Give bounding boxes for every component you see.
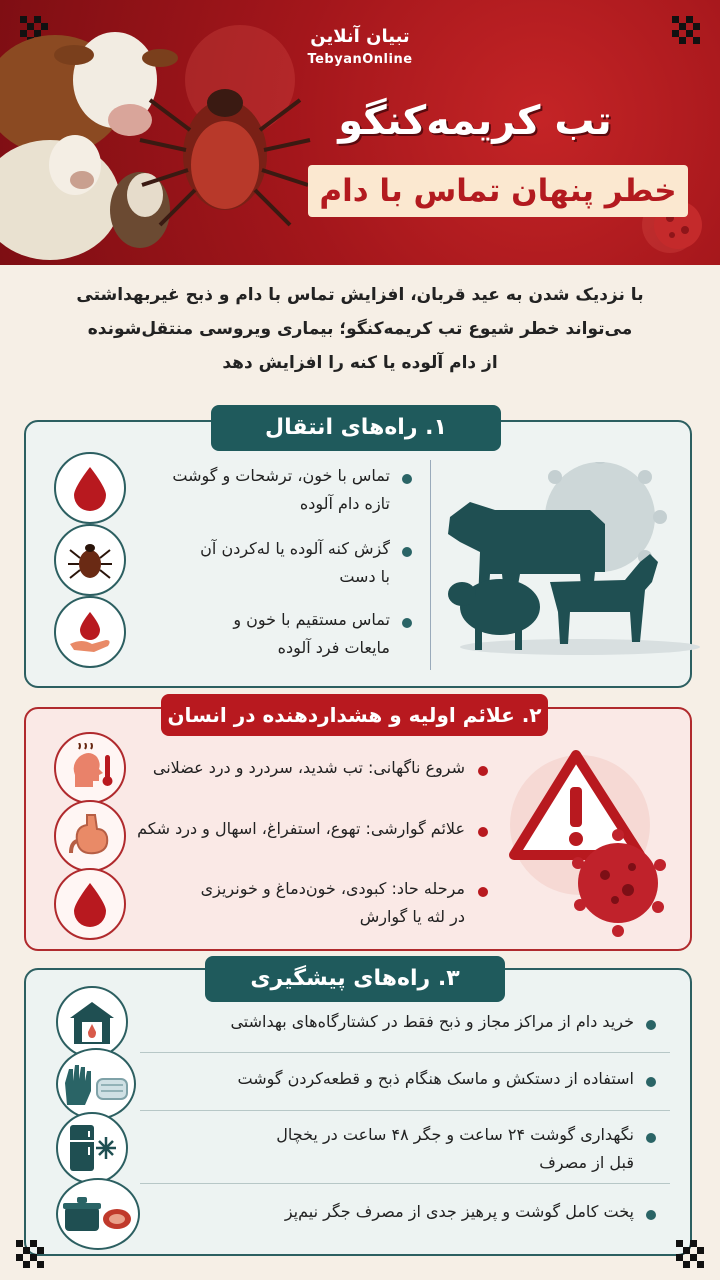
section-title-prevention: ۳. راه‌های پیشگیری — [205, 956, 505, 1002]
bullet — [478, 827, 488, 837]
hand-drop-icon — [54, 596, 126, 668]
divider — [430, 460, 431, 670]
blood-drop-icon — [54, 868, 126, 940]
section-title-symptoms: ۲. علائم اولیه و هشداردهنده در انسان — [161, 694, 548, 736]
stomach-icon — [54, 800, 126, 872]
bullet — [646, 1210, 656, 1220]
bullet — [478, 766, 488, 776]
item-text: گزش کنه آلوده یا له‌کردن آن — [200, 539, 390, 558]
bullet — [402, 547, 412, 557]
page-subtitle: خطر پنهان تماس با دام — [319, 173, 677, 209]
item-text: تازه دام آلوده — [299, 494, 390, 513]
item-text: شروع ناگهانی: تب شدید، سردرد و درد عضلانی — [152, 758, 465, 777]
divider — [140, 1052, 670, 1053]
divider — [140, 1110, 670, 1111]
tick-icon — [54, 524, 126, 596]
bullet — [478, 887, 488, 897]
bullet — [402, 474, 412, 484]
bullet — [646, 1020, 656, 1030]
intro-line: می‌تواند خطر شیوع تب کریمه‌کنگو؛ بیماری ویروسی منتقل‌شونده — [87, 319, 633, 339]
page-title: تب کریمه‌کنگو — [338, 98, 612, 144]
item-text: پخت کامل گوشت و پرهیز جدی از مصرف جگر نیم‌پز — [284, 1202, 634, 1221]
section-title-transmission: ۱. راه‌های انتقال — [211, 405, 501, 451]
gloves-mask-icon — [56, 1048, 136, 1120]
header-banner — [0, 0, 720, 265]
brand-logo: تبیان آنلاین — [310, 26, 410, 47]
corner-pattern — [16, 1240, 44, 1268]
cow-illustration — [0, 32, 178, 155]
item-text: قبل از مصرف — [539, 1153, 634, 1172]
goat-illustration — [110, 172, 170, 248]
cooking-pot-icon — [56, 1178, 140, 1250]
divider — [140, 1183, 670, 1184]
blood-drop-icon — [54, 452, 126, 524]
intro-paragraph — [60, 278, 660, 380]
item-text: خرید دام از مراکز مجاز و ذبح فقط در کشتارگاه‌های بهداشتی — [230, 1012, 634, 1031]
item-text: استفاده از دستکش و ماسک هنگام ذبح و قطعه‌کردن گوشت — [237, 1069, 634, 1088]
warning-virus-illustration — [500, 735, 690, 945]
bullet — [646, 1133, 656, 1143]
item-text: تماس با خون، ترشحات و گوشت — [172, 466, 390, 485]
item-text: مایعات فرد آلوده — [277, 638, 390, 657]
intro-line: با نزدیک شدن به عید قربان، افزایش تماس با دام و ذبح غیربهداشتی — [76, 285, 644, 305]
brand-logo-latin: TebyanOnline — [307, 52, 413, 67]
item-text: با دست — [339, 567, 390, 586]
item-text: تماس مستقیم با خون و — [233, 610, 390, 629]
bullet — [402, 618, 412, 628]
item-text: علائم گوارشی: تهوع، استفراغ، اسهال و درد شکم — [137, 819, 465, 838]
subtitle-banner — [308, 165, 688, 217]
item-text: نگهداری گوشت ۲۴ ساعت و جگر ۴۸ ساعت در یخچال — [276, 1125, 634, 1144]
item-text: در لثه یا گوارش — [359, 907, 465, 926]
item-text: مرحله حاد: کبودی، خون‌دماغ و خونریزی — [200, 879, 465, 898]
sheep-illustration — [0, 135, 120, 260]
corner-pattern — [676, 1240, 704, 1268]
intro-line: از دام آلوده یا کنه را افزایش دهد — [222, 353, 498, 373]
fridge-icon — [56, 1112, 128, 1184]
bullet — [646, 1077, 656, 1087]
fever-head-icon — [54, 732, 126, 804]
livestock-virus-illustration — [440, 462, 700, 662]
